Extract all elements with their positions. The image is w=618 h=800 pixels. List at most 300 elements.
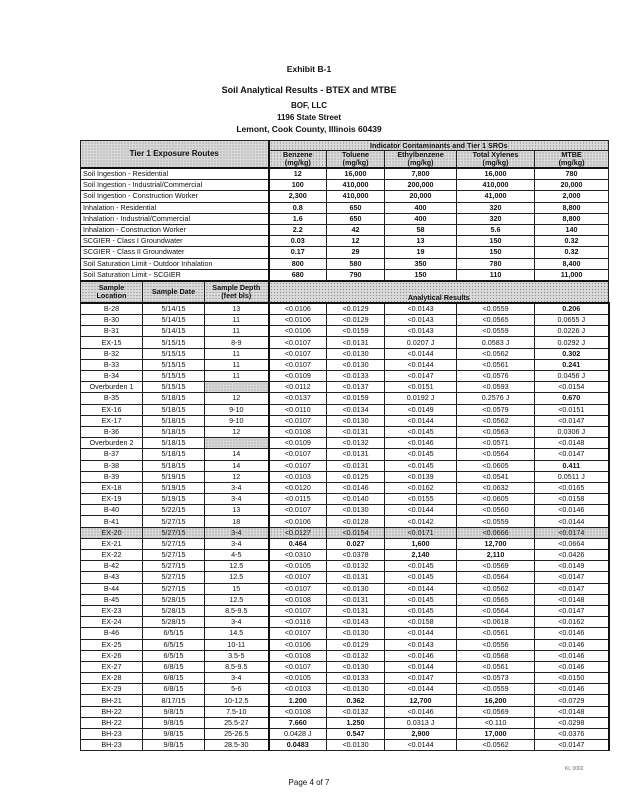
sample-row xyxy=(81,695,609,706)
result-value: <0.0145 xyxy=(385,594,457,605)
sro-value: 110 xyxy=(457,269,535,281)
sro-value: 150 xyxy=(385,269,457,281)
result-value: 0.0192 J xyxy=(385,393,457,404)
result-value: <0.0148 xyxy=(535,438,609,449)
result-value: <0.0154 xyxy=(535,382,609,393)
sample-row xyxy=(81,684,609,695)
sample-location: B-38 xyxy=(81,460,143,471)
sro-value: 320 xyxy=(457,213,535,224)
result-value: <0.0105 xyxy=(269,561,327,572)
column-header xyxy=(457,151,535,169)
column-name: Ethylbenzene xyxy=(397,150,444,159)
column-unit: (mg/kg) xyxy=(284,158,311,167)
sro-value: 20,000 xyxy=(535,180,609,191)
result-value: <0.0568 xyxy=(457,650,535,661)
result-value: <0.0565 xyxy=(457,594,535,605)
sro-value: 12 xyxy=(327,236,385,247)
sample-location: EX-15 xyxy=(81,337,143,348)
sample-date: 5/18/15 xyxy=(143,404,205,415)
result-value: <0.0142 xyxy=(385,516,457,527)
column-header xyxy=(385,151,457,169)
result-value: <0.0106 xyxy=(269,639,327,650)
result-value: <0.0146 xyxy=(535,650,609,661)
result-value: <0.0144 xyxy=(385,359,457,370)
result-value: <0.0565 xyxy=(457,315,535,326)
sro-value: 42 xyxy=(327,224,385,235)
sro-value: 400 xyxy=(385,202,457,213)
result-value: <0.0116 xyxy=(269,617,327,628)
site-location: Lemont, Cook County, Illinois 60439 xyxy=(236,124,382,134)
result-value: <0.0145 xyxy=(385,605,457,616)
result-value: <0.0129 xyxy=(327,315,385,326)
sample-location: BH-22 xyxy=(81,706,143,717)
result-value: <0.0106 xyxy=(269,303,327,315)
result-value: 0.0292 J xyxy=(535,337,609,348)
soil-results-table xyxy=(80,140,610,751)
result-value: <0.0144 xyxy=(385,740,457,751)
result-value: <0.0107 xyxy=(269,415,327,426)
result-value: <0.110 xyxy=(457,717,535,728)
result-value: <0.0666 xyxy=(457,527,535,538)
sample-date: 6/8/15 xyxy=(143,673,205,684)
sample-row xyxy=(81,717,609,728)
sample-date: 5/28/15 xyxy=(143,594,205,605)
result-value: <0.0146 xyxy=(535,628,609,639)
result-value: <0.0378 xyxy=(327,550,385,561)
sample-depth: 3-4 xyxy=(205,527,269,538)
result-value: 0.0511 J xyxy=(535,471,609,482)
result-value: <0.0159 xyxy=(327,393,385,404)
result-value: <0.0143 xyxy=(385,315,457,326)
result-value: <0.0144 xyxy=(385,661,457,672)
sample-location: B-31 xyxy=(81,326,143,337)
route-row xyxy=(81,236,609,247)
result-value: 0.0313 J xyxy=(385,717,457,728)
sample-row xyxy=(81,706,609,717)
sample-row xyxy=(81,628,609,639)
sample-depth: 3-4 xyxy=(205,617,269,628)
sample-depth: 5-6 xyxy=(205,684,269,695)
result-value: <0.0559 xyxy=(457,516,535,527)
sro-value: 29 xyxy=(327,247,385,258)
result-value: <0.0131 xyxy=(327,594,385,605)
route-row xyxy=(81,180,609,191)
result-value: <0.0563 xyxy=(457,426,535,437)
result-value: <0.0146 xyxy=(385,438,457,449)
result-value: <0.0130 xyxy=(327,348,385,359)
result-value: <0.0145 xyxy=(385,460,457,471)
result-value: 0.0655 J xyxy=(535,315,609,326)
result-value: <0.0125 xyxy=(327,471,385,482)
sample-depth: 15 xyxy=(205,583,269,594)
result-value: <0.0145 xyxy=(385,561,457,572)
result-value: <0.0109 xyxy=(269,371,327,382)
result-value: <0.0559 xyxy=(457,684,535,695)
sample-depth-header: Sample Depth (feet bls) xyxy=(205,281,269,303)
route-name: Soil Ingestion - Residential xyxy=(81,168,269,180)
result-value: <0.0112 xyxy=(269,382,327,393)
result-value: <0.0140 xyxy=(327,494,385,505)
result-value: <0.0145 xyxy=(385,426,457,437)
route-row xyxy=(81,269,609,281)
sample-location: EX-28 xyxy=(81,673,143,684)
sample-date: 5/27/15 xyxy=(143,550,205,561)
sample-date: 6/8/15 xyxy=(143,661,205,672)
sample-location: B-43 xyxy=(81,572,143,583)
sro-value: 580 xyxy=(327,258,385,269)
result-value: <0.0130 xyxy=(327,628,385,639)
result-value: <0.0144 xyxy=(385,583,457,594)
sample-location: B-37 xyxy=(81,449,143,460)
result-value: <0.0729 xyxy=(535,695,609,706)
sample-row xyxy=(81,505,609,516)
sample-row xyxy=(81,594,609,605)
sample-location: B-34 xyxy=(81,371,143,382)
result-value: <0.0143 xyxy=(385,639,457,650)
sro-value: 150 xyxy=(457,247,535,258)
sample-depth: 18 xyxy=(205,516,269,527)
sample-row xyxy=(81,326,609,337)
sample-location: B-32 xyxy=(81,348,143,359)
sample-depth: 4-5 xyxy=(205,550,269,561)
sample-date: 9/8/15 xyxy=(143,729,205,740)
result-value: <0.0593 xyxy=(457,382,535,393)
result-value: <0.0147 xyxy=(535,740,609,751)
result-value: <0.0154 xyxy=(327,527,385,538)
result-value: <0.0107 xyxy=(269,572,327,583)
sample-date: 6/5/15 xyxy=(143,650,205,661)
sro-value: 41,000 xyxy=(457,191,535,202)
sample-depth: 28.5-30 xyxy=(205,740,269,751)
sro-value: 780 xyxy=(535,168,609,180)
result-value: <0.0147 xyxy=(535,449,609,460)
result-value: <0.0146 xyxy=(535,661,609,672)
sro-value: 2,300 xyxy=(269,191,327,202)
company-name: BOF, LLC xyxy=(291,101,327,110)
sro-value: 650 xyxy=(327,213,385,224)
result-value: <0.0541 xyxy=(457,471,535,482)
result-value: <0.0133 xyxy=(327,371,385,382)
sro-value: 7,800 xyxy=(385,168,457,180)
sample-date: 5/27/15 xyxy=(143,561,205,572)
result-value: <0.0143 xyxy=(385,303,457,315)
result-value: 0.241 xyxy=(535,359,609,370)
result-value: <0.0132 xyxy=(327,650,385,661)
sample-date: 9/8/15 xyxy=(143,740,205,751)
sample-row xyxy=(81,729,609,740)
sro-value: 200,000 xyxy=(385,180,457,191)
sample-location: B-41 xyxy=(81,516,143,527)
sample-location: BH-22 xyxy=(81,717,143,728)
sample-date: 5/15/15 xyxy=(143,359,205,370)
sro-value: 20,000 xyxy=(385,191,457,202)
route-name: SCGIER - Class II Groundwater xyxy=(81,247,269,258)
result-value: <0.0564 xyxy=(457,572,535,583)
result-value: <0.0106 xyxy=(269,516,327,527)
sample-location: B-36 xyxy=(81,426,143,437)
sample-row xyxy=(81,561,609,572)
sample-date: 5/18/15 xyxy=(143,426,205,437)
sample-date: 5/15/15 xyxy=(143,337,205,348)
sro-value: 12 xyxy=(269,168,327,180)
sample-date: 5/14/15 xyxy=(143,303,205,315)
result-value: <0.0376 xyxy=(535,729,609,740)
sample-row xyxy=(81,482,609,493)
result-value: <0.0128 xyxy=(327,516,385,527)
sample-date: 5/15/15 xyxy=(143,371,205,382)
sample-depth: 10-11 xyxy=(205,639,269,650)
sro-value: 8,400 xyxy=(535,258,609,269)
sample-location: B-30 xyxy=(81,315,143,326)
exhibit-label: Exhibit B-1 xyxy=(286,64,332,74)
sro-value: 150 xyxy=(457,236,535,247)
sample-row xyxy=(81,617,609,628)
result-value: <0.0159 xyxy=(327,326,385,337)
result-value: 17,000 xyxy=(457,729,535,740)
sample-date: 5/18/15 xyxy=(143,415,205,426)
result-value: <0.0144 xyxy=(385,505,457,516)
result-value: <0.0130 xyxy=(327,684,385,695)
sample-depth: 8.5-9.5 xyxy=(205,661,269,672)
sample-depth: 11 xyxy=(205,359,269,370)
sro-value: 2.2 xyxy=(269,224,327,235)
result-value: <0.0148 xyxy=(535,706,609,717)
sample-date: 9/8/15 xyxy=(143,717,205,728)
result-value: <0.0564 xyxy=(457,605,535,616)
sample-location: EX-25 xyxy=(81,639,143,650)
sro-value: 5.6 xyxy=(457,224,535,235)
result-value: <0.0426 xyxy=(535,550,609,561)
result-value: <0.0107 xyxy=(269,505,327,516)
sample-row xyxy=(81,516,609,527)
sample-row xyxy=(81,605,609,616)
result-value: 2,900 xyxy=(385,729,457,740)
result-value: <0.0579 xyxy=(457,404,535,415)
sample-row xyxy=(81,315,609,326)
sample-row xyxy=(81,348,609,359)
route-name: Inhalation - Residential xyxy=(81,202,269,213)
result-value: <0.0137 xyxy=(327,382,385,393)
sample-row xyxy=(81,460,609,471)
sample-depth: 11 xyxy=(205,326,269,337)
result-value: <0.0144 xyxy=(385,628,457,639)
sro-value: 800 xyxy=(269,258,327,269)
result-value: 0.411 xyxy=(535,460,609,471)
result-value: <0.0618 xyxy=(457,617,535,628)
sro-value: 410,000 xyxy=(327,180,385,191)
result-value: <0.0107 xyxy=(269,583,327,594)
sample-depth: 8-9 xyxy=(205,337,269,348)
sample-date: 5/19/15 xyxy=(143,482,205,493)
result-value: <0.0146 xyxy=(385,706,457,717)
result-value: <0.0130 xyxy=(327,740,385,751)
result-value: <0.0143 xyxy=(385,326,457,337)
sro-value: 0.17 xyxy=(269,247,327,258)
result-value: <0.0108 xyxy=(269,650,327,661)
sample-location: EX-26 xyxy=(81,650,143,661)
sample-depth: 3.5-5 xyxy=(205,650,269,661)
result-value: <0.0108 xyxy=(269,426,327,437)
result-value: <0.0147 xyxy=(535,605,609,616)
result-value: <0.0107 xyxy=(269,661,327,672)
result-value: <0.0103 xyxy=(269,471,327,482)
sample-depth: 14 xyxy=(205,449,269,460)
page-number: Page 4 of 7 xyxy=(288,778,330,787)
result-value: <0.0132 xyxy=(327,438,385,449)
result-value: <0.0664 xyxy=(535,538,609,549)
result-value: <0.0131 xyxy=(327,449,385,460)
route-name: SCGIER - Class I Groundwater xyxy=(81,236,269,247)
sample-row xyxy=(81,415,609,426)
column-name: Toluene xyxy=(342,150,370,159)
sro-value: 11,000 xyxy=(535,269,609,281)
result-value: <0.0106 xyxy=(269,326,327,337)
sample-date: 6/8/15 xyxy=(143,684,205,695)
result-value: <0.0605 xyxy=(457,494,535,505)
sample-depth: 3-4 xyxy=(205,673,269,684)
result-value: <0.0144 xyxy=(535,516,609,527)
result-value: <0.0131 xyxy=(327,426,385,437)
sro-value: 1.6 xyxy=(269,213,327,224)
sample-row xyxy=(81,303,609,315)
column-unit: (mg/kg) xyxy=(407,158,434,167)
routes-header: Tier 1 Exposure Routes xyxy=(81,141,269,169)
result-value: <0.0561 xyxy=(457,628,535,639)
result-value: <0.0573 xyxy=(457,673,535,684)
sample-date: 5/14/15 xyxy=(143,326,205,337)
sample-date: 5/27/15 xyxy=(143,538,205,549)
column-name: Total Xylenes xyxy=(472,150,519,159)
result-value: <0.0155 xyxy=(385,494,457,505)
sample-location: B-44 xyxy=(81,583,143,594)
result-value: <0.0107 xyxy=(269,348,327,359)
result-value: <0.0632 xyxy=(457,482,535,493)
result-value: <0.0131 xyxy=(327,460,385,471)
result-value: <0.0103 xyxy=(269,684,327,695)
sample-row xyxy=(81,337,609,348)
result-value: <0.0158 xyxy=(535,494,609,505)
result-value: <0.0571 xyxy=(457,438,535,449)
sample-date: 5/19/15 xyxy=(143,471,205,482)
sample-date: 5/19/15 xyxy=(143,494,205,505)
sample-date: 6/5/15 xyxy=(143,628,205,639)
result-value: <0.0146 xyxy=(385,650,457,661)
route-row xyxy=(81,258,609,269)
sro-value: 8,800 xyxy=(535,202,609,213)
column-unit: (mg/kg) xyxy=(342,158,369,167)
sample-date: 5/18/15 xyxy=(143,438,205,449)
group-header: Indicator Contaminants and Tier 1 SROs xyxy=(269,141,609,151)
sro-value: 2,000 xyxy=(535,191,609,202)
sample-depth: 12 xyxy=(205,393,269,404)
route-name: Soil Saturation Limit - Outdoor Inhalation xyxy=(81,258,269,269)
sample-row xyxy=(81,449,609,460)
sample-location: EX-24 xyxy=(81,617,143,628)
result-value: <0.0562 xyxy=(457,583,535,594)
sro-value: 0.32 xyxy=(535,236,609,247)
result-value: 0.464 xyxy=(269,538,327,549)
result-value: 16,200 xyxy=(457,695,535,706)
result-value: <0.0147 xyxy=(535,572,609,583)
result-value: <0.0144 xyxy=(385,348,457,359)
result-value: <0.0110 xyxy=(269,404,327,415)
sample-depth: 11 xyxy=(205,315,269,326)
route-name: Inhalation - Construction Worker xyxy=(81,224,269,235)
result-value: <0.0310 xyxy=(269,550,327,561)
result-value: <0.0115 xyxy=(269,494,327,505)
result-value: <0.0605 xyxy=(457,460,535,471)
result-value: <0.0569 xyxy=(457,561,535,572)
sro-value: 650 xyxy=(327,202,385,213)
sample-location: EX-19 xyxy=(81,494,143,505)
result-value: <0.0120 xyxy=(269,482,327,493)
sro-value: 13 xyxy=(385,236,457,247)
sro-value: 400 xyxy=(385,213,457,224)
result-value: 2,110 xyxy=(457,550,535,561)
result-value: 0.0456 J xyxy=(535,371,609,382)
sample-depth: 13 xyxy=(205,303,269,315)
result-value: 0.027 xyxy=(327,538,385,549)
sample-date: 5/27/15 xyxy=(143,583,205,594)
result-value: <0.0298 xyxy=(535,717,609,728)
sample-header-row xyxy=(81,281,609,303)
sample-depth: 12.5 xyxy=(205,561,269,572)
sample-location: EX-21 xyxy=(81,538,143,549)
sro-value: 8,800 xyxy=(535,213,609,224)
result-value: <0.0130 xyxy=(327,583,385,594)
sample-location: B-40 xyxy=(81,505,143,516)
sro-value: 19 xyxy=(385,247,457,258)
sample-location: B-28 xyxy=(81,303,143,315)
result-value: <0.0147 xyxy=(385,371,457,382)
result-value: <0.0146 xyxy=(535,505,609,516)
result-value: <0.0149 xyxy=(535,561,609,572)
result-value: <0.0139 xyxy=(385,471,457,482)
column-unit: (mg/kg) xyxy=(482,158,509,167)
result-value: <0.0144 xyxy=(385,415,457,426)
result-value: <0.0127 xyxy=(269,527,327,538)
result-value: <0.0143 xyxy=(327,617,385,628)
result-value: <0.0564 xyxy=(457,449,535,460)
result-value: <0.0107 xyxy=(269,460,327,471)
result-value: <0.0105 xyxy=(269,673,327,684)
site-address: 1196 State Street xyxy=(276,113,342,122)
result-value: <0.0144 xyxy=(385,684,457,695)
sro-value: 0.8 xyxy=(269,202,327,213)
result-value: 0.302 xyxy=(535,348,609,359)
result-value: <0.0146 xyxy=(535,684,609,695)
result-value: <0.0107 xyxy=(269,628,327,639)
sample-date: 5/22/15 xyxy=(143,505,205,516)
sample-depth: 14 xyxy=(205,460,269,471)
sample-date: 6/5/15 xyxy=(143,639,205,650)
sample-location: EX-29 xyxy=(81,684,143,695)
sample-location-header: Sample Location xyxy=(81,281,143,303)
route-row xyxy=(81,224,609,235)
result-value: <0.0107 xyxy=(269,337,327,348)
sample-date: 5/15/15 xyxy=(143,382,205,393)
sample-date: 9/8/15 xyxy=(143,706,205,717)
route-name: Soil Ingestion - Industrial/Commercial xyxy=(81,180,269,191)
sample-location: BH-21 xyxy=(81,695,143,706)
sample-location: BH-23 xyxy=(81,729,143,740)
result-value: <0.0134 xyxy=(327,404,385,415)
result-value: <0.0576 xyxy=(457,371,535,382)
result-value: <0.0147 xyxy=(535,583,609,594)
column-header xyxy=(535,151,609,169)
result-value: <0.0129 xyxy=(327,303,385,315)
sro-value: 780 xyxy=(457,258,535,269)
